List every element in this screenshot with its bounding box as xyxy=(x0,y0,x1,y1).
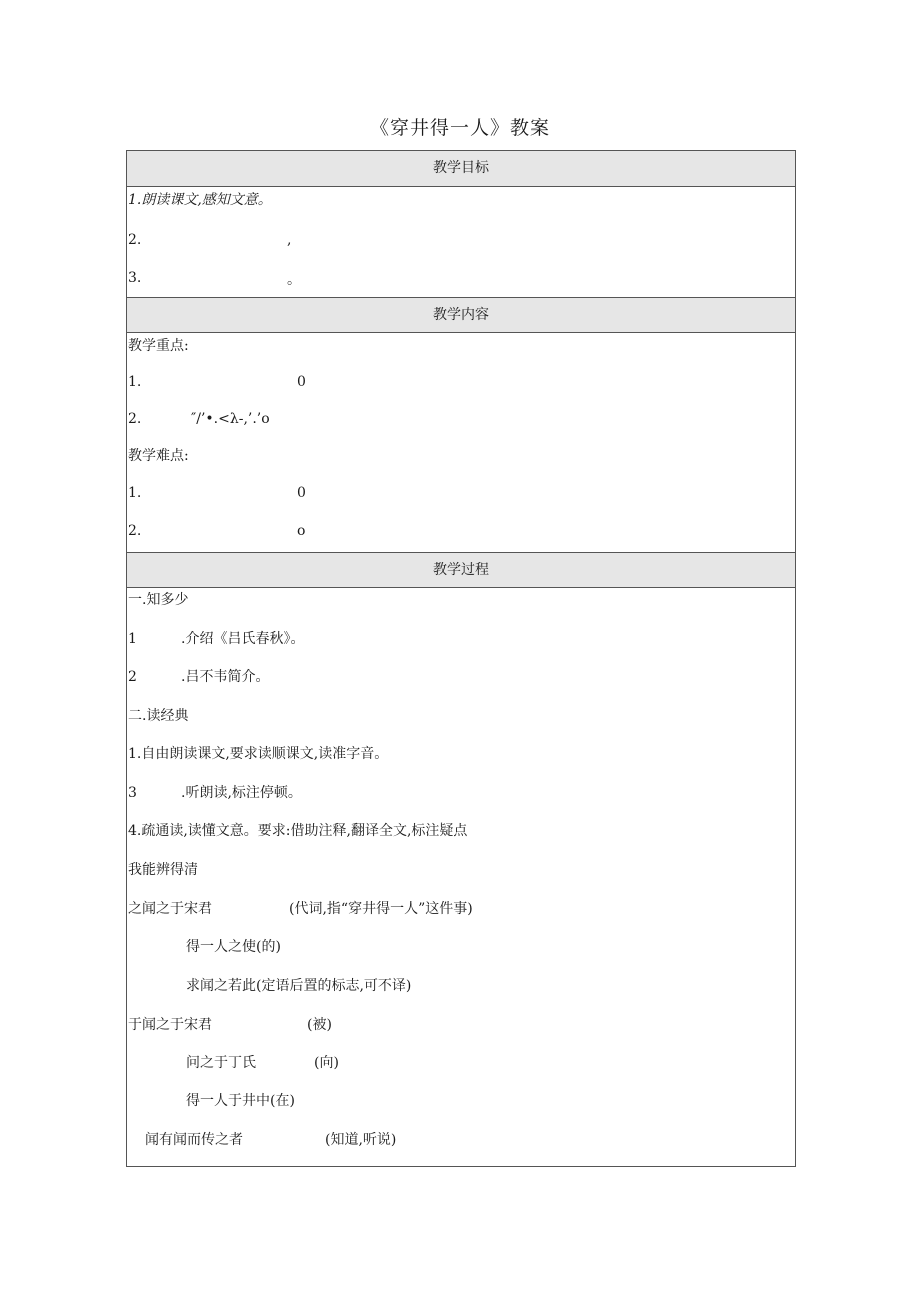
word-zhi-note-1: (代词,指“穿井得一人”这件事) xyxy=(289,901,473,917)
section-header-process: 教学过程 xyxy=(127,552,795,588)
key-point-1-number: 1. xyxy=(128,374,142,390)
process-item-2-1: 1.自由朗读课文,要求读顺课文,读准字音。 xyxy=(128,746,389,762)
lesson-plan-table xyxy=(126,150,796,1167)
key-point-2-number: 2. xyxy=(128,411,142,427)
word-yu-note-1: (被) xyxy=(307,1017,332,1033)
word-zhi-example-1: 之闻之于宋君 xyxy=(128,901,212,917)
process-item-2-3-number: 3 xyxy=(128,785,137,801)
difficulty-1-tail: 0 xyxy=(297,485,306,501)
section-header-content: 教学内容 xyxy=(127,297,795,333)
word-wen-note-1: (知道,听说) xyxy=(325,1132,397,1148)
goal-1: 1.朗读课文,感知文意。 xyxy=(128,192,272,208)
key-point-2-tail: ″/’•.<λ-,’.’o xyxy=(191,411,270,427)
word-yu-note-2: (向) xyxy=(314,1055,339,1071)
difficulty-2-tail: o xyxy=(297,523,306,539)
key-points-label: 教学重点: xyxy=(128,338,189,354)
process-item-1-1-number: 1 xyxy=(128,631,137,647)
subheading-distinguish: 我能辨得清 xyxy=(128,862,198,878)
process-item-2-4: 4.疏通读,读懂文意。要求:借助注释,翻译全文,标注疑点 xyxy=(128,823,468,839)
word-yu-example-1: 于闻之于宋君 xyxy=(128,1017,212,1033)
goal-2-tail: , xyxy=(287,232,292,248)
goal-2-number: 2. xyxy=(128,232,142,248)
difficulty-2-number: 2. xyxy=(128,523,142,539)
process-item-2-3-text: .听朗读,标注停顿。 xyxy=(181,785,302,801)
goal-3-tail: 。 xyxy=(287,272,301,288)
key-point-1-tail: 0 xyxy=(297,374,306,390)
process-section-1: 一.知多少 xyxy=(128,592,189,608)
word-yu-example-2: 问之于丁氏 xyxy=(186,1055,256,1071)
word-yu-example-3: 得一人于井中(在) xyxy=(186,1093,295,1109)
process-item-1-2-text: .吕不韦简介。 xyxy=(181,669,270,685)
difficulties-label: 教学难点: xyxy=(128,448,189,464)
process-item-1-1-text: .介绍《吕氏春秋》。 xyxy=(181,631,305,647)
difficulty-1-number: 1. xyxy=(128,485,142,501)
process-item-1-2-number: 2 xyxy=(128,669,137,685)
section-header-goals: 教学目标 xyxy=(127,151,795,187)
word-wen-example-1: 闻有闻而传之者 xyxy=(145,1132,243,1148)
goal-3-number: 3. xyxy=(128,270,142,286)
process-section-2: 二.读经典 xyxy=(128,708,189,724)
word-zhi-example-2: 得一人之使(的) xyxy=(186,939,281,955)
page-title: 《穿井得一人》教案 xyxy=(369,117,550,139)
word-zhi-example-3: 求闻之若此(定语后置的标志,可不译) xyxy=(186,978,412,994)
